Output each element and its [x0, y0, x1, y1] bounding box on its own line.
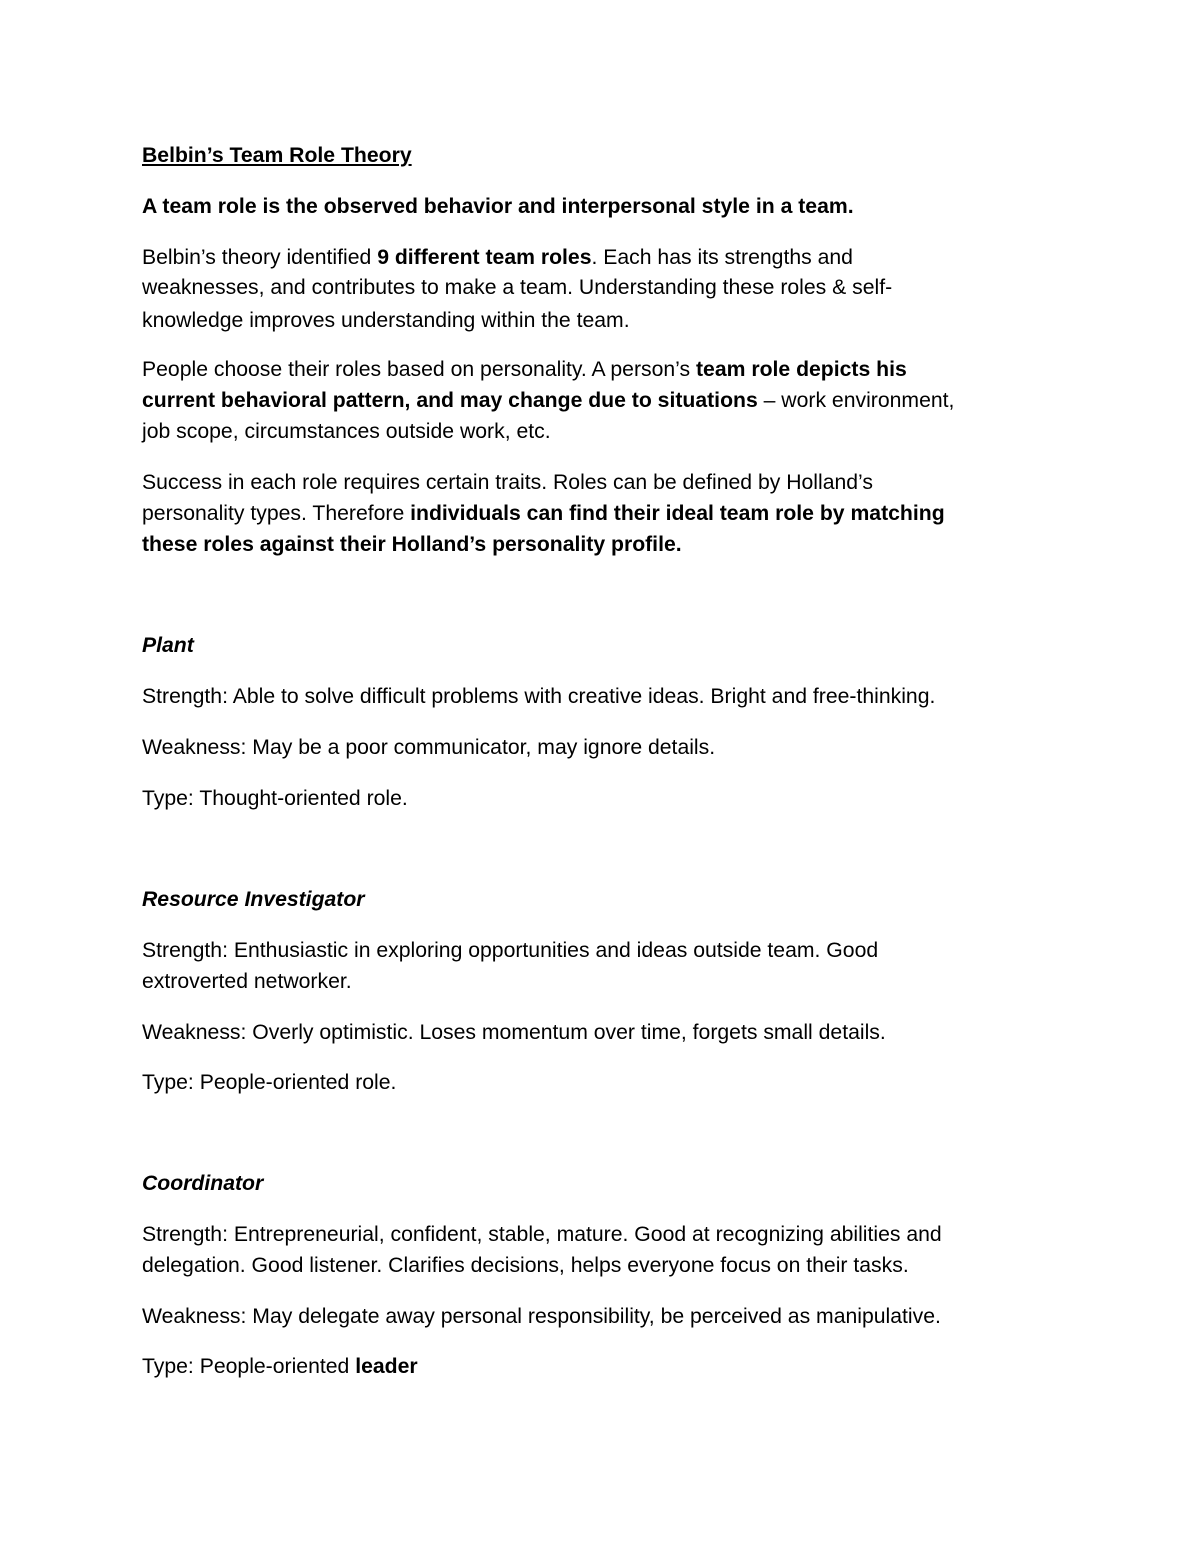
paragraph-line: knowledge improves understanding within the team. — [142, 309, 630, 332]
page-title: Belbin’s Team Role Theory — [142, 144, 412, 167]
paragraph-line: Success in each role requires certain traits. Roles can be defined by Holland’s — [142, 471, 873, 494]
role-weakness: Weakness: May be a poor communicator, may ignore details. — [142, 736, 716, 759]
emphasis-text: 9 different team roles — [377, 246, 592, 269]
definition-line: A team role is the observed behavior and interpersonal style in a team. — [142, 195, 854, 218]
emphasis-text: leader — [355, 1355, 418, 1378]
emphasis-text: team role depicts his — [695, 358, 907, 381]
paragraph-line: job scope, circumstances outside work, etc. — [142, 420, 551, 443]
paragraph-line: People choose their roles based on personality. A person’s team role depicts his — [142, 358, 907, 381]
role-strength: Strength: Enthusiastic in exploring opportunities and ideas outside team. Good — [142, 939, 879, 962]
role-strength: Strength: Entrepreneurial, confident, stable, mature. Good at recognizing abilities and — [142, 1223, 942, 1246]
role-type: Type: Thought-oriented role. — [142, 787, 408, 810]
paragraph-line: these roles against their Holland’s personality profile. — [142, 533, 682, 556]
role-heading: Resource Investigator — [142, 888, 365, 911]
role-type: Type: People-oriented role. — [142, 1071, 397, 1094]
role-heading: Plant — [142, 634, 194, 657]
role-weakness: Weakness: Overly optimistic. Loses momentum over time, forgets small details. — [142, 1021, 886, 1044]
role-strength: Strength: Able to solve difficult problems with creative ideas. Bright and free-thinking. — [142, 685, 936, 708]
role-weakness: Weakness: May delegate away personal responsibility, be perceived as manipulative. — [142, 1305, 941, 1328]
paragraph-line: current behavioral pattern, and may change due to situations – work environment, — [142, 389, 955, 412]
paragraph-line: Belbin’s theory identified 9 different team roles. Each has its strengths and — [142, 246, 853, 269]
emphasis-text: current behavioral pattern, and may change due to situations — [142, 389, 758, 412]
emphasis-text: individuals can find their ideal team role by matching — [410, 502, 945, 525]
role-heading: Coordinator — [142, 1172, 264, 1195]
role-strength-continued: delegation. Good listener. Clarifies decisions, helps everyone focus on their tasks. — [142, 1254, 909, 1277]
role-strength-continued: extroverted networker. — [142, 970, 352, 993]
role-type: Type: People-oriented leader — [142, 1355, 418, 1378]
paragraph-line: weaknesses, and contributes to make a team. Understanding these roles & self- — [142, 276, 893, 299]
paragraph-line: personality types. Therefore individuals can find their ideal team role by matching — [142, 502, 945, 525]
